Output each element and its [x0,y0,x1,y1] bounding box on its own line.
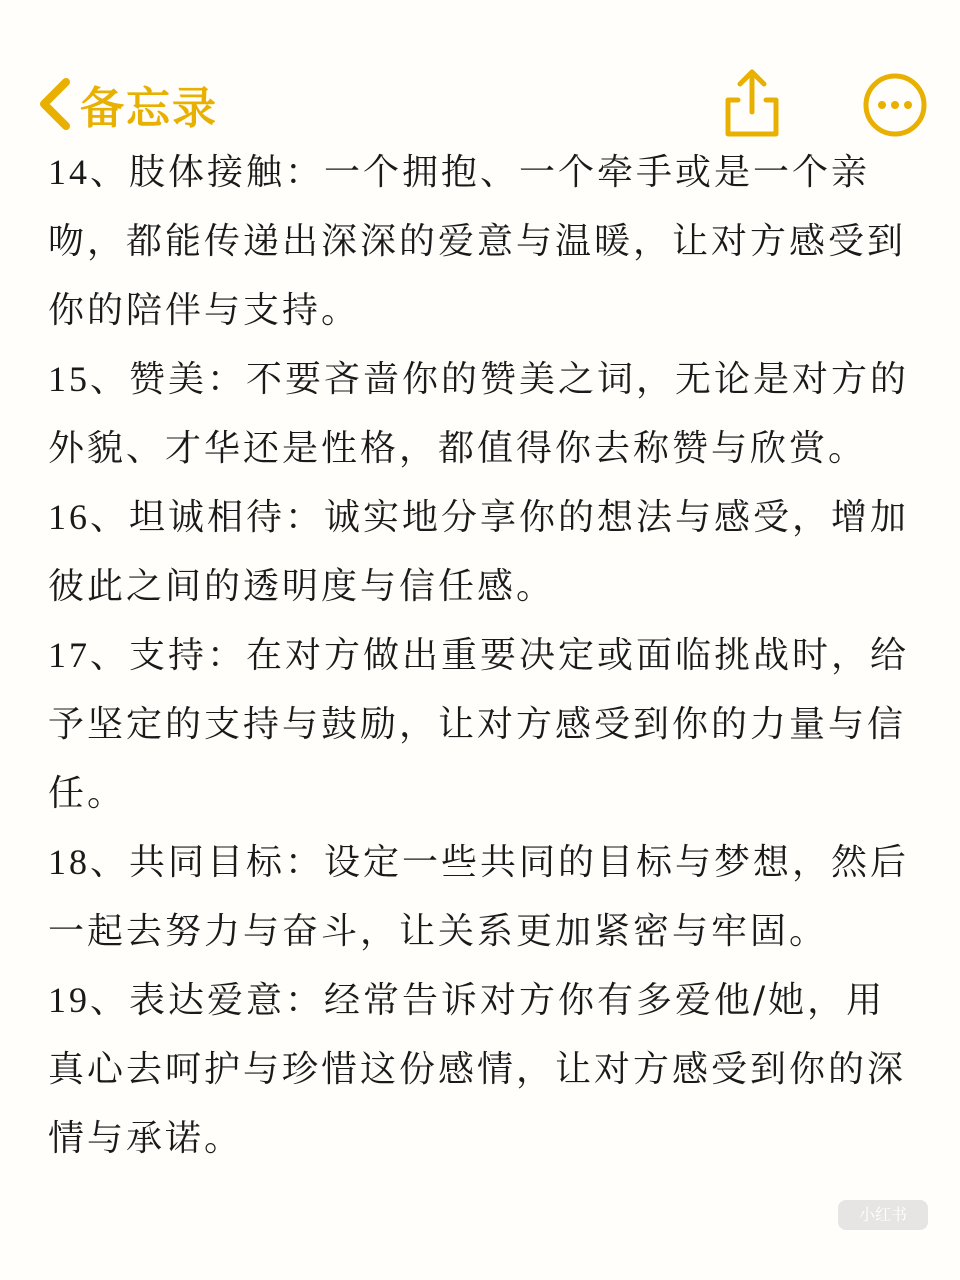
note-body[interactable] [48,138,918,1173]
watermark: 小红书 [838,1200,928,1230]
note-item-14: 14、肢体接触：一个拥抱、一个牵手或是一个亲吻，都能传递出深深的爱意与温暖，让对方感受到你的陪伴与支持。 [48,152,907,331]
more-button[interactable] [862,72,928,138]
note-item-18: 18、共同目标：设定一些共同的目标与梦想，然后一起去努力与奋斗，让关系更加紧密与牢固。 [48,842,910,952]
note-item-17: 17、支持：在对方做出重要决定或面临挑战时，给予坚定的支持与鼓励，让对方感受到你的力量与信任。 [48,635,910,814]
more-icon [862,72,928,138]
navigation-bar [0,0,960,140]
note-item-16: 16、坦诚相待：诚实地分享你的想法与感受，增加彼此之间的透明度与信任感。 [48,497,910,607]
back-label: 备忘录 [80,83,218,134]
note-item-15: 15、赞美：不要吝啬你的赞美之词，无论是对方的外貌、才华还是性格，都值得你去称赞与欣赏。 [48,359,910,469]
share-button[interactable] [720,66,784,140]
share-icon [720,66,784,140]
note-item-19: 19、表达爱意：经常告诉对方你有多爱他/她，用真心去呵护与珍惜这份感情，让对方感受到你的深情与承诺。 [48,980,907,1159]
back-button[interactable] [34,72,218,136]
chevron-left-icon [34,74,76,134]
